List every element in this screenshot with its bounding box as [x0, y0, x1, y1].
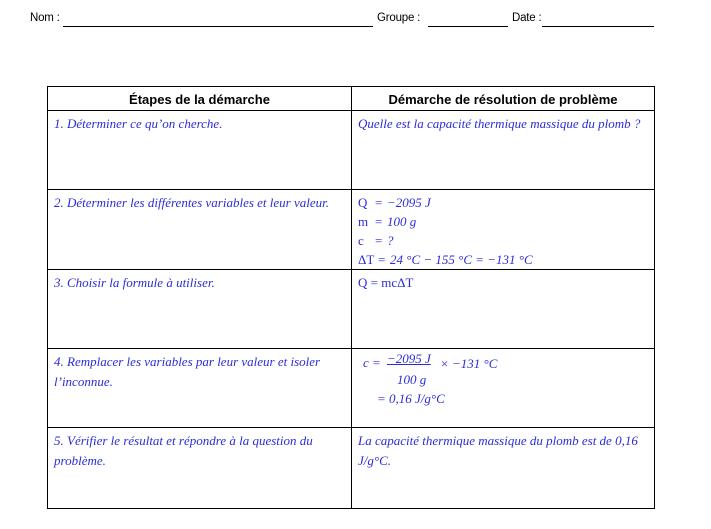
variable-q: Q = −2095 J: [358, 195, 431, 210]
variable-m: m = 100 g: [358, 214, 417, 229]
calc-result: = 0,16 J/g°C: [377, 391, 445, 406]
date-label: Date :: [512, 12, 542, 24]
table-row: [48, 270, 655, 349]
calc-denominator: 100 g: [397, 372, 427, 387]
step-3-formula: Q = mcΔT: [352, 270, 655, 349]
calc-times: × −131 °C: [440, 356, 498, 371]
table-row: [48, 111, 655, 190]
step-2-text: 2. Déterminer les différentes variables et leur valeur.: [48, 190, 352, 270]
groupe-label: Groupe :: [377, 12, 421, 24]
nom-field[interactable]: [63, 26, 373, 27]
step-3-text: 3. Choisir la formule à utiliser.: [48, 270, 352, 349]
step-1-text: 1. Déterminer ce qu’on cherche.: [48, 111, 352, 190]
problem-solving-table: [47, 86, 655, 509]
step-1-answer: Quelle est la capacité thermique massique du plomb ?: [352, 111, 655, 190]
step-4-text: 4. Remplacer les variables par leur valeur et isoler l’inconnue.: [48, 349, 352, 428]
table-row: [48, 190, 655, 270]
nom-label: Nom :: [30, 12, 60, 24]
step-5-text: 5. Vérifier le résultat et répondre à la question du problème.: [48, 428, 352, 509]
date-field[interactable]: [542, 26, 654, 27]
col-header-resolution: Démarche de résolution de problème: [352, 87, 655, 111]
variable-delta-t: ΔT = 24 °C − 155 °C = −131 °C: [358, 252, 533, 267]
step-5-answer: La capacité thermique massique du plomb est de 0,16 J/g°C.: [352, 428, 655, 509]
table-row: [48, 349, 655, 428]
table-row: [48, 428, 655, 509]
variable-c: c = ?: [358, 233, 394, 248]
groupe-field[interactable]: [428, 26, 508, 27]
step-2-variables: [352, 190, 655, 270]
calc-lhs: c =: [363, 355, 381, 370]
step-4-calculation: [352, 349, 655, 428]
table-header-row: [48, 87, 655, 111]
calc-numerator: −2095 J: [387, 351, 431, 366]
col-header-steps: Étapes de la démarche: [48, 87, 352, 111]
